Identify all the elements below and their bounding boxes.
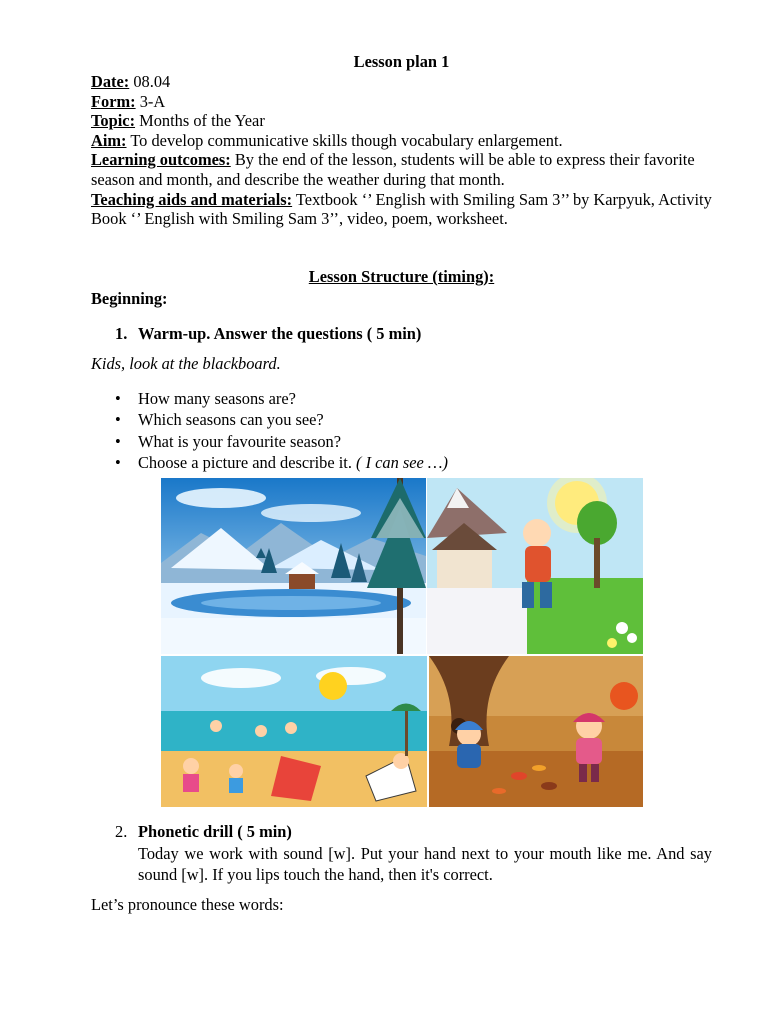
topic-label: Topic:: [91, 111, 136, 131]
winter-picture: [161, 478, 426, 654]
page-title: Lesson plan 1: [353, 52, 450, 71]
closing-line: Let’s pronounce these words:: [91, 895, 284, 914]
phonetic-heading: Phonetic drill ( 5 min): [138, 822, 292, 841]
summer-picture: [161, 656, 427, 807]
outcomes-label: Learning outcomes:: [91, 150, 231, 170]
warmup-number: 1.: [115, 323, 128, 343]
aids-paragraph: [91, 190, 712, 229]
warmup-heading: Warm-up. Answer the questions ( 5 min): [138, 323, 422, 343]
list-item: [91, 452, 712, 474]
outcomes-value: By the end of the lesson, students will be able to express their favorite season and month, and describe the weather during that month.: [91, 150, 695, 189]
question-text: How many seasons are?: [138, 388, 296, 408]
aids-value: Textbook ‘’ English with Smiling Sam 3’’ by Karpyuk, Activity Book ‘’ English with Smiling Sam 3’’, video, poem, worksheet.: [91, 189, 712, 229]
form-label: Form:: [91, 91, 136, 111]
question-hint: ( I can see …): [356, 453, 448, 473]
bullet-icon: •: [115, 388, 121, 408]
date-line: [91, 72, 712, 92]
list-item: [91, 431, 712, 453]
outcomes-paragraph: [91, 150, 712, 189]
question-text: Choose a picture and describe it.: [138, 453, 357, 473]
phonetic-section: [91, 822, 712, 915]
structure-heading: Lesson Structure (timing):: [308, 266, 495, 286]
spring-picture: [427, 478, 643, 654]
date-label: Date:: [91, 72, 130, 91]
phonetic-heading-item: [91, 822, 712, 842]
seasons-collage: [161, 478, 643, 807]
list-item: [91, 409, 712, 431]
phonetic-number: 2.: [115, 822, 128, 841]
question-text: Which seasons can you see?: [138, 410, 324, 430]
aids-label: Teaching aids and materials:: [91, 189, 293, 209]
aim-label: Aim:: [91, 130, 127, 150]
form-value: 3-A: [135, 91, 166, 111]
warmup-instruction: Kids, look at the blackboard.: [91, 353, 281, 373]
phonetic-body: Today we work with sound [w]. Put your hand next to your mouth like me. And say sound [w]. If you lips touch the hand, then it's correct.: [138, 844, 712, 884]
topic-line: [91, 111, 712, 131]
bullet-icon: •: [115, 410, 121, 430]
aim-line: [91, 131, 712, 151]
question-text: What is your favourite season?: [138, 431, 341, 451]
bullet-icon: •: [115, 453, 121, 473]
question-list: [91, 388, 712, 474]
autumn-picture: [429, 656, 643, 807]
date-value: 08.04: [129, 72, 171, 91]
aim-value: To develop communicative skills though vocabulary enlargement.: [126, 130, 563, 150]
beginning-label: Beginning:: [91, 289, 168, 309]
form-line: [91, 92, 712, 112]
list-item: [91, 388, 712, 410]
topic-value: Months of the Year: [135, 111, 265, 131]
spacer: [91, 229, 712, 267]
document-page: [91, 52, 712, 474]
bullet-icon: •: [115, 431, 121, 451]
warmup-heading-item: [91, 324, 712, 344]
